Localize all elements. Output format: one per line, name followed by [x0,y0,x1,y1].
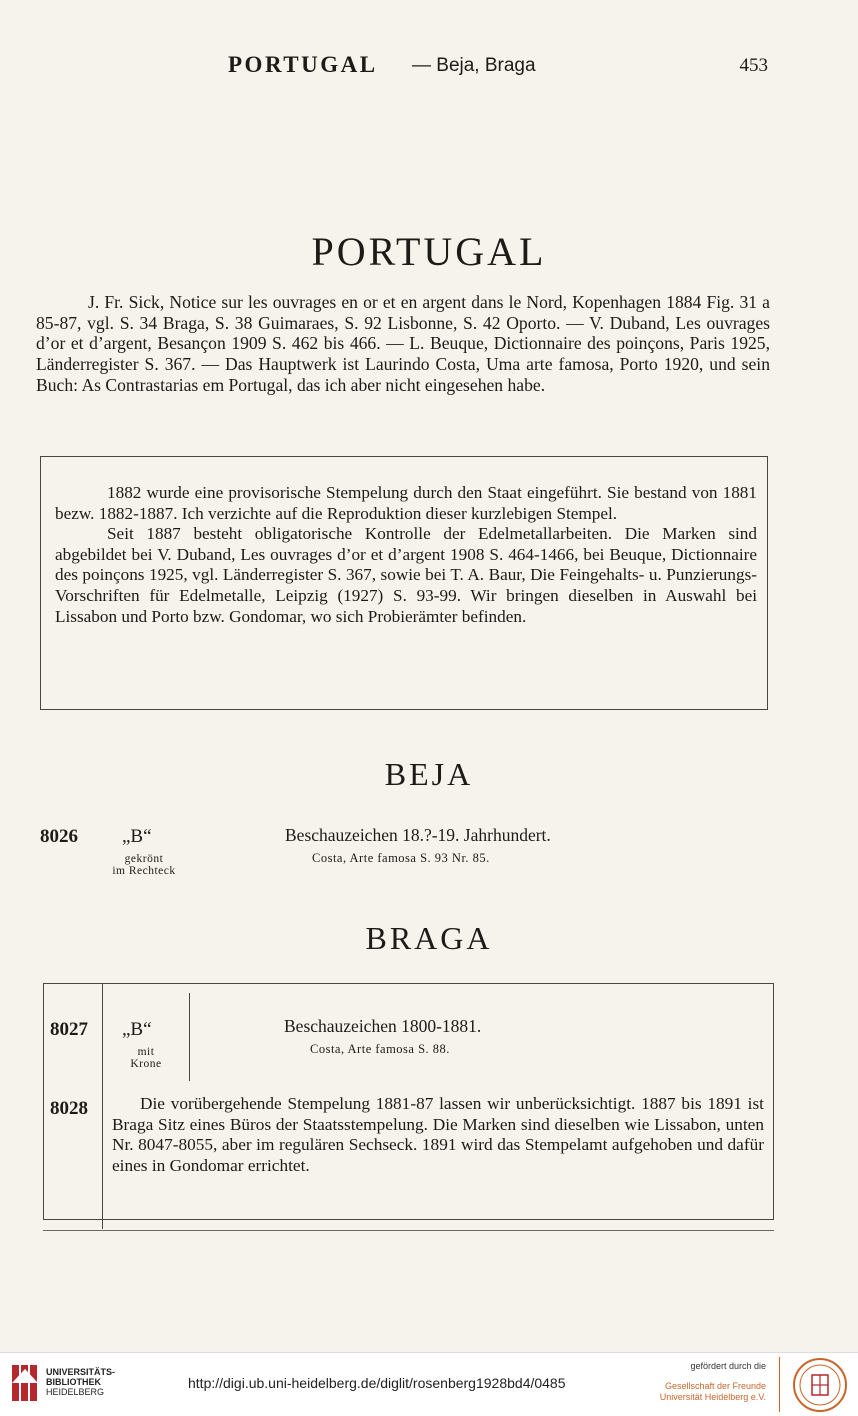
entry-description-8027: Beschauzeichen 1800-1881. [284,1016,482,1036]
section-title-beja: BEJA [384,756,474,792]
section-title-braga: BRAGA [365,920,493,956]
table-divider-line [102,983,103,1229]
logo-line: UNIVERSITÄTS- [46,1367,116,1377]
boxed-note [40,456,768,710]
sponsor-line: Gesellschaft der Freunde [664,1381,766,1391]
footer-separator [779,1357,780,1412]
sponsor-line: gefördert durch die [690,1361,766,1371]
mark-caption-line: Krone [130,1058,162,1070]
viewer-footer [0,1352,858,1416]
boxed-note-paragraph-1: 1882 wurde eine provisorische Stempelung durch den Staat eingeführt. Sie bestand von 1881 bezw. 1882-1887. Ich verzichte auf die Reproduktion dieser kurzlebigen Stempel. [55,483,757,523]
mark-caption-line: mit [137,1046,155,1058]
mark-caption-8027 [110,1046,182,1070]
table-divider-line [189,993,190,1081]
permalink-url[interactable]: http://digi.ub.uni-heidelberg.de/diglit/rosenberg1928bd4/0485 [188,1375,566,1391]
university-seal-icon [792,1357,848,1413]
table-bottom-rule [43,1230,774,1231]
mark-caption-8026 [96,853,192,877]
page-number: 453 [739,55,768,76]
mark-caption-line: im Rechteck [112,865,176,877]
entry-description-8026: Beschauzeichen 18.?-19. Jahrhundert. [285,825,551,845]
section-title-portugal: PORTUGAL [311,229,547,274]
university-library-logo-icon [10,1363,40,1403]
entry-source-8026: Costa, Arte famosa S. 93 Nr. 85. [312,851,490,865]
entry-text-8028: Die vorübergehende Stempelung 1881-87 lassen wir unberücksichtigt. 1887 bis 1891 ist Braga Sitz eines Büros der Staatsstempelung. Die Marken sind dieselben wie Lissabon, unten Nr. 8047-8055, aber im regulären Sechseck. 1891 wird das Stempelamt aufgehoben und dafür eines in Gondomar errichtet. [112,1094,764,1175]
entry-number-8026: 8026 [40,826,78,847]
mark-symbol-8026: „B“ [122,826,152,847]
sponsor-credit [660,1361,766,1403]
mark-symbol-8027: „B“ [122,1019,152,1040]
entry-number-8028: 8028 [50,1098,88,1119]
sponsor-line: Universität Heidelberg e.V. [659,1392,766,1402]
logo-line: HEIDELBERG [46,1387,105,1397]
running-head-subtitle: — Beja, Braga [412,55,536,76]
running-head-title: PORTUGAL [228,52,378,77]
entry-source-8027: Costa, Arte famosa S. 88. [310,1042,450,1056]
boxed-note-paragraph-2: Seit 1887 besteht obligatorische Kontrolle der Edelmetallarbeiten. Die Marken sind abgebildet bei V. Duband, Les ouvrages d’or et d’argent 1908 S. 464-1466, bei Beuque, Dictionnaire des poinçons 1925, vgl. Länderregister S. 367, sowie bei T. A. Baur, Die Feingehalts- u. Punzierungs-Vorschriften für Edelmetalle, Leipzig (1927) S. 93-99. Wir bringen dieselben in Auswahl bei Lissabon und Porto bzw. Gondomar, wo sich Probierämter befinden. [55,524,757,626]
intro-paragraph: J. Fr. Sick, Notice sur les ouvrages en or et en argent dans le Nord, Kopenhagen 1884 Fig. 31 a 85-87, vgl. S. 34 Braga, S. 38 Guimaraes, S. 92 Lisbonne, S. 42 Oporto. — V. Duband, Les ouvrages d’or et d’argent, Besançon 1909 S. 462 bis 466. — L. Beuque, Dictionnaire des poinçons, Paris 1925, Länderregister S. 367. — Das Hauptwerk ist Laurindo Costa, Uma arte famosa, Porto 1920, und sein Buch: As Contrastarias em Portugal, das ich aber nicht eingesehen habe. [36,292,770,395]
entry-number-8027: 8027 [50,1019,88,1040]
running-head [228,52,768,82]
library-logo-text [46,1367,115,1397]
mark-caption-line: gekrönt [124,853,164,865]
logo-line: BIBLIOTHEK [46,1377,101,1387]
